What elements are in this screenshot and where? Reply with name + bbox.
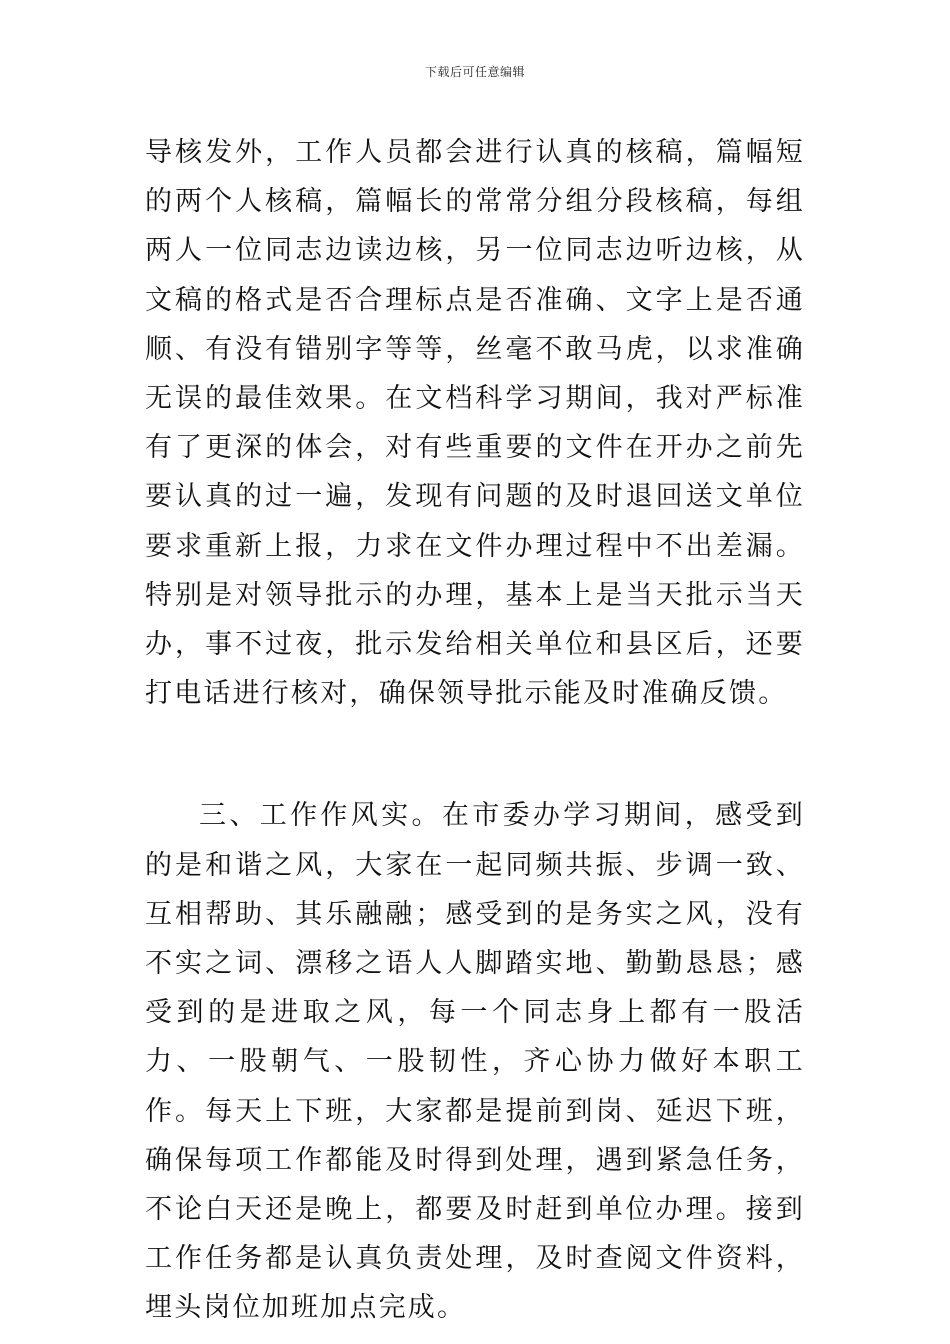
paragraph-spacer <box>145 718 805 791</box>
page-header: 下载后可任意编辑 <box>424 65 525 79</box>
paragraph-2: 三、工作作风实。在市委办学习期间，感受到的是和谐之风，大家在一起同频共振、步调一致、互相帮助、其乐融融；感受到的是务实之风，没有不实之词、漂移之语人人脚踏实地、勤勤恳恳；感受到的是进取之风，每一个同志身上都有一股活力、一股朝气、一股韧性，齐心协力做好本职工作。每天上下班，大家都是提前到岗、延迟下班，确保每项工作都能及时得到处理，遇到紧急任务，不论白天还是晚上，都要及时赶到单位办理。接到工作任务都是认真负责处理，及时查阅文件资料，埋头岗位加班加点完成。 <box>145 800 805 1324</box>
paragraph-1: 导核发外，工作人员都会进行认真的核稿，篇幅短的两个人核稿，篇幅长的常常分组分段核稿，每组两人一位同志边读边核，另一位同志边听边核，从文稿的格式是否合理标点是否准确、文字上是否通顺、有没有错别字等等，丝毫不敢马虎，以求准确无误的最佳效果。在文档科学习期间，我对严标准有了更深的体会，对有些重要的文件在开办之前先要认真的过一遍，发现有问题的及时退回送文单位要求重新上报，力求在文件办理过程中不出差漏。特别是对领导批示的办理，基本上是当天批示当天办，事不过夜，批示发给相关单位和县区后，还要打电话进行核对，确保领导批示能及时准确反馈。 <box>145 137 805 710</box>
document-body <box>145 128 805 1333</box>
